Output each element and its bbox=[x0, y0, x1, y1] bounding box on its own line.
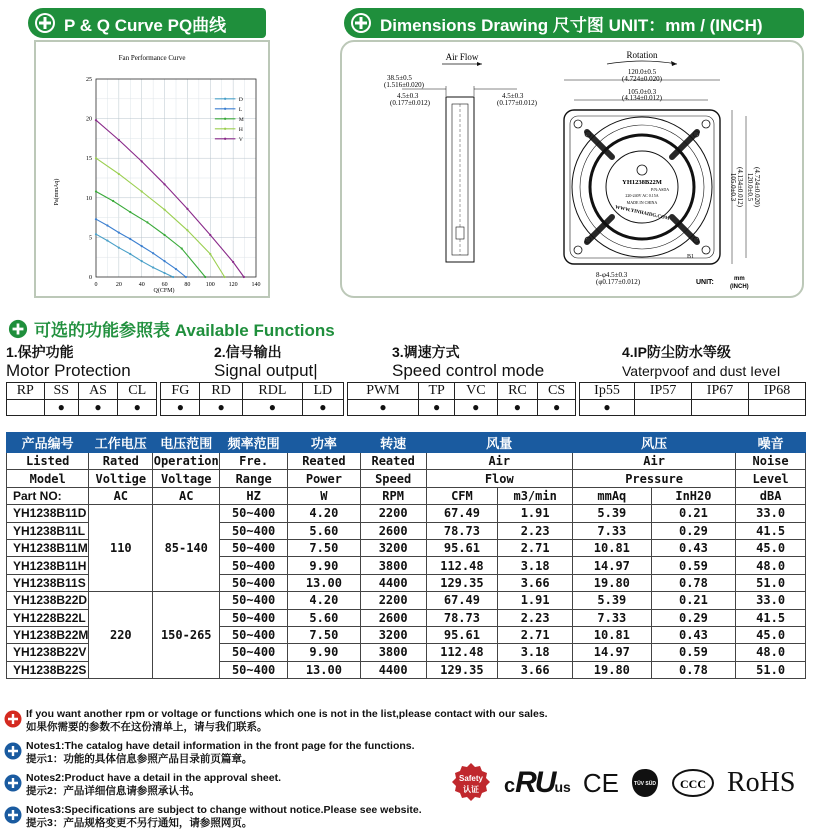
data-point bbox=[141, 260, 143, 262]
dim-depth: 38.5±0.5 bbox=[387, 74, 412, 82]
note-item bbox=[4, 804, 422, 830]
data-point bbox=[141, 160, 143, 162]
note-text-zh: 提示1：功能的具体信息参照产品目录前页篇章。 bbox=[26, 753, 253, 765]
data-point bbox=[146, 221, 148, 223]
legend-marker bbox=[224, 128, 226, 130]
chart-legend bbox=[215, 97, 244, 143]
legend-marker bbox=[224, 98, 226, 100]
data-point bbox=[95, 190, 97, 192]
pq-chart-panel bbox=[34, 40, 270, 298]
pq-curve-title: P & Q Curve PQ曲线 bbox=[64, 15, 227, 35]
table-cell: 150-265 bbox=[153, 592, 220, 679]
dim-flange-left-inch: (0.177±0.012) bbox=[390, 99, 431, 107]
data-point bbox=[186, 229, 188, 231]
label-web: WWW.YINHAIDG.COM bbox=[614, 205, 670, 222]
function-codes-row bbox=[7, 383, 806, 400]
legend-label: L bbox=[238, 106, 243, 113]
table-cell: 2600 bbox=[360, 609, 426, 626]
x-axis-ticks bbox=[95, 282, 261, 288]
table-cell: 78.73 bbox=[426, 522, 498, 539]
data-point bbox=[175, 268, 177, 270]
series-line-L bbox=[96, 219, 186, 277]
availability-dot: ● bbox=[419, 400, 455, 416]
table-cell: 50~400 bbox=[220, 574, 288, 591]
table-cell: 0.21 bbox=[651, 592, 736, 609]
plus-circle-icon bbox=[350, 12, 372, 34]
availability-dot: ● bbox=[78, 400, 117, 416]
data-point bbox=[129, 238, 131, 240]
availability-dot: ● bbox=[161, 400, 200, 416]
dim-height-pitch: 105.0±0.3 bbox=[729, 172, 737, 202]
table-cell: 2200 bbox=[360, 592, 426, 609]
data-point bbox=[163, 183, 165, 185]
data-point bbox=[118, 232, 120, 234]
data-point bbox=[112, 200, 114, 202]
spec-header-row bbox=[7, 433, 806, 453]
note-text: If you want another rpm or voltage or functions which one is not in the list,please contact with our sales. bbox=[26, 708, 548, 720]
spec-units-row: Part NO: AC AC HZ W RPM CFM m3/min mmAq InH20 dBA bbox=[7, 487, 806, 504]
header-airflow: 风量 bbox=[426, 433, 572, 453]
table-cell: 0.29 bbox=[651, 609, 736, 626]
spec-table bbox=[6, 432, 806, 679]
data-point bbox=[185, 276, 187, 278]
dims-title: Dimensions Drawing 尺寸图 UNIT：mm / (INCH) bbox=[380, 15, 763, 35]
table-cell: 10.81 bbox=[573, 626, 652, 643]
dim-width: 120.0±0.5 bbox=[627, 68, 657, 76]
header-model: 产品编号 bbox=[7, 433, 89, 453]
table-cell: 0.59 bbox=[651, 644, 736, 661]
note-text: Notes2:Product have a detail in the approval sheet. bbox=[26, 772, 281, 784]
header-power: 功率 bbox=[288, 433, 361, 453]
y-axis-label: Pa(mmAq) bbox=[54, 178, 60, 206]
dim-hole-pitch: 105.0±0.3 bbox=[627, 88, 657, 96]
table-cell: 67.49 bbox=[426, 505, 498, 522]
data-point bbox=[129, 253, 131, 255]
table-cell: 85-140 bbox=[153, 505, 220, 592]
availability-dot: ● bbox=[538, 400, 576, 416]
ul-mark: c RU us bbox=[504, 766, 571, 799]
y-tick-label: 15 bbox=[86, 156, 92, 163]
plus-circle-icon bbox=[4, 710, 22, 728]
table-cell: YH1238B11M bbox=[7, 539, 89, 556]
unit-mm: mm bbox=[734, 276, 745, 282]
spec-subheader-row: Listed Rated Operation Fre. Reated Reated Air Air Noise bbox=[7, 453, 806, 470]
function-group-protection: 1.保护功能 Motor Protection bbox=[6, 344, 131, 380]
x-tick-label: 140 bbox=[251, 282, 261, 288]
table-cell: 2.71 bbox=[498, 539, 573, 556]
function-code: RC bbox=[497, 383, 538, 400]
data-point bbox=[118, 173, 120, 175]
table-cell: YH1238B22V bbox=[7, 644, 89, 661]
x-axis-label: Q(CFM) bbox=[153, 288, 175, 294]
plus-circle-icon bbox=[4, 806, 22, 824]
header-range: 电压范围 bbox=[153, 433, 220, 453]
data-point bbox=[163, 234, 165, 236]
plus-circle-icon bbox=[4, 774, 22, 792]
table-row bbox=[7, 505, 806, 522]
table-cell: 112.48 bbox=[426, 644, 498, 661]
table-cell: 48.0 bbox=[736, 644, 806, 661]
data-point bbox=[129, 211, 131, 213]
chart-series bbox=[95, 116, 245, 278]
dim-width-inch: (4.724±0.020) bbox=[621, 75, 663, 83]
function-group-speed: 3.调速方式 Speed control mode bbox=[392, 344, 545, 380]
note-item bbox=[4, 708, 548, 734]
table-cell: 9.90 bbox=[288, 644, 361, 661]
x-tick-label: 0 bbox=[94, 282, 98, 288]
data-point bbox=[95, 218, 97, 220]
label-made: MADE IN CHINA bbox=[626, 200, 658, 205]
legend-marker bbox=[224, 108, 226, 110]
function-group-ip: 4.IP防尘防水等级 Vaterpvoof and dust IeveI bbox=[622, 344, 781, 379]
label-rating: 220-240V AC 0.15A bbox=[625, 193, 659, 198]
function-code: RDL bbox=[242, 383, 302, 400]
data-point bbox=[186, 208, 188, 210]
data-point bbox=[141, 245, 143, 247]
function-code: IP67 bbox=[692, 383, 749, 400]
table-cell: 45.0 bbox=[736, 626, 806, 643]
note-text-zh: 提示2：产品详细信息请参照承认书。 bbox=[26, 785, 200, 797]
table-cell: 4.20 bbox=[288, 505, 361, 522]
data-point bbox=[181, 247, 183, 249]
table-cell: YH1238B11L bbox=[7, 522, 89, 539]
data-point bbox=[118, 139, 120, 141]
ce-mark: CE bbox=[582, 767, 619, 798]
dim-height-inch: (4.724±0.020) bbox=[753, 166, 761, 208]
availability-dot bbox=[7, 400, 45, 416]
legend-marker bbox=[224, 118, 226, 120]
table-cell: 19.80 bbox=[573, 574, 652, 591]
dim-flange-right-inch: (0.177±0.012) bbox=[497, 99, 538, 107]
table-cell: 129.35 bbox=[426, 661, 498, 678]
functions-title: 可选的功能参照表 Available Functions bbox=[8, 316, 335, 341]
data-point bbox=[163, 209, 165, 211]
y-tick-label: 0 bbox=[89, 275, 92, 281]
table-cell: 95.61 bbox=[426, 539, 498, 556]
x-tick-label: 120 bbox=[228, 282, 238, 288]
table-cell: 3800 bbox=[360, 557, 426, 574]
function-code: RP bbox=[7, 383, 45, 400]
availability-dot: ● bbox=[44, 400, 78, 416]
function-code: RD bbox=[200, 383, 242, 400]
table-cell: 3200 bbox=[360, 626, 426, 643]
availability-dot: ● bbox=[118, 400, 157, 416]
table-cell: 7.33 bbox=[573, 522, 652, 539]
function-code: VC bbox=[455, 383, 497, 400]
function-code: IP57 bbox=[635, 383, 692, 400]
dim-height-pitch-inch: (4.134±0.012) bbox=[736, 166, 744, 208]
plus-circle-icon bbox=[8, 319, 28, 339]
x-tick-label: 100 bbox=[205, 282, 215, 288]
table-cell: YH1238B22M bbox=[7, 626, 89, 643]
table-cell: 51.0 bbox=[736, 574, 806, 591]
table-cell: 48.0 bbox=[736, 557, 806, 574]
note-item bbox=[4, 772, 281, 798]
function-code: FG bbox=[161, 383, 200, 400]
data-point bbox=[172, 276, 174, 278]
dims-drawing bbox=[342, 42, 802, 296]
table-row bbox=[7, 592, 806, 609]
legend-marker bbox=[224, 138, 226, 140]
y-tick-label: 5 bbox=[89, 235, 92, 242]
function-code: Ip55 bbox=[579, 383, 634, 400]
availability-dot: ● bbox=[200, 400, 242, 416]
function-availability-row bbox=[7, 400, 806, 416]
table-cell: 7.50 bbox=[288, 626, 361, 643]
note-text: Notes3:Specifications are subject to change without notice.Please see website. bbox=[26, 804, 422, 816]
function-code: TP bbox=[419, 383, 455, 400]
table-cell: 13.00 bbox=[288, 574, 361, 591]
data-point bbox=[141, 190, 143, 192]
function-code: LD bbox=[302, 383, 343, 400]
legend-label: V bbox=[238, 136, 243, 143]
table-cell: 220 bbox=[89, 592, 153, 679]
table-cell: 2200 bbox=[360, 505, 426, 522]
table-cell: 13.00 bbox=[288, 661, 361, 678]
header-speed: 转速 bbox=[360, 433, 426, 453]
table-cell: 10.81 bbox=[573, 539, 652, 556]
table-cell: 1.91 bbox=[498, 505, 573, 522]
table-cell: 129.35 bbox=[426, 574, 498, 591]
availability-dot bbox=[635, 400, 692, 416]
pq-curve-header bbox=[28, 8, 266, 38]
air-flow-label: Air Flow bbox=[445, 52, 479, 62]
table-cell: 78.73 bbox=[426, 609, 498, 626]
table-cell: 50~400 bbox=[220, 557, 288, 574]
rotation-label: Rotation bbox=[626, 50, 658, 60]
table-cell: YH1238B11S bbox=[7, 574, 89, 591]
availability-dot: ● bbox=[579, 400, 634, 416]
availability-dot: ● bbox=[497, 400, 538, 416]
data-point bbox=[243, 276, 245, 278]
table-cell: 3.66 bbox=[498, 661, 573, 678]
table-cell: 0.29 bbox=[651, 522, 736, 539]
table-cell: 50~400 bbox=[220, 505, 288, 522]
series-line-M bbox=[96, 192, 205, 278]
y-tick-label: 20 bbox=[86, 116, 92, 123]
data-point bbox=[163, 272, 165, 274]
table-cell: 50~400 bbox=[220, 609, 288, 626]
table-cell: 2.71 bbox=[498, 626, 573, 643]
data-point bbox=[95, 233, 97, 235]
table-cell: 3.18 bbox=[498, 644, 573, 661]
table-cell: 2600 bbox=[360, 522, 426, 539]
function-code: SS bbox=[44, 383, 78, 400]
data-point bbox=[152, 252, 154, 254]
data-point bbox=[118, 247, 120, 249]
table-cell: 50~400 bbox=[220, 522, 288, 539]
table-cell: 9.90 bbox=[288, 557, 361, 574]
table-cell: 112.48 bbox=[426, 557, 498, 574]
tuv-sud-icon bbox=[631, 768, 659, 798]
table-cell: 0.43 bbox=[651, 539, 736, 556]
table-cell: 33.0 bbox=[736, 505, 806, 522]
data-point bbox=[106, 224, 108, 226]
function-code: CS bbox=[538, 383, 576, 400]
data-point bbox=[204, 276, 206, 278]
table-cell: YH1238B11D bbox=[7, 505, 89, 522]
safety-label: Safety bbox=[458, 774, 484, 783]
table-cell: 2.23 bbox=[498, 609, 573, 626]
unit-label: UNIT: bbox=[696, 279, 714, 286]
table-cell: 1.91 bbox=[498, 592, 573, 609]
data-point bbox=[232, 261, 234, 263]
table-cell: YH1228B22L bbox=[7, 609, 89, 626]
svg-text:TÜV SÜD: TÜV SÜD bbox=[633, 781, 656, 787]
x-tick-label: 40 bbox=[138, 282, 145, 288]
header-voltage: 工作电压 bbox=[89, 433, 153, 453]
table-cell: 4400 bbox=[360, 661, 426, 678]
table-cell: 2.23 bbox=[498, 522, 573, 539]
legend-label: H bbox=[238, 126, 243, 133]
rohs-mark: RoHS bbox=[726, 767, 796, 798]
legend-label: M bbox=[238, 116, 244, 123]
table-cell: 50~400 bbox=[220, 626, 288, 643]
x-tick-label: 80 bbox=[184, 282, 191, 288]
y-tick-label: 10 bbox=[86, 195, 92, 202]
x-tick-label: 20 bbox=[115, 282, 122, 288]
function-code: CL bbox=[118, 383, 157, 400]
table-cell: YH1238B22D bbox=[7, 592, 89, 609]
table-cell: 33.0 bbox=[736, 592, 806, 609]
y-axis-ticks bbox=[86, 77, 92, 281]
table-cell: 14.97 bbox=[573, 557, 652, 574]
dims-header bbox=[344, 8, 804, 38]
table-cell: 14.97 bbox=[573, 644, 652, 661]
dim-flange-right: 4.5±0.3 bbox=[502, 92, 524, 100]
table-cell: 5.39 bbox=[573, 592, 652, 609]
table-cell: 7.50 bbox=[288, 539, 361, 556]
note-text-zh: 如果你需要的参数不在这份清单上，请与我们联系。 bbox=[26, 721, 268, 733]
table-cell: 45.0 bbox=[736, 539, 806, 556]
function-code: AS bbox=[78, 383, 117, 400]
data-point bbox=[95, 157, 97, 159]
function-code: PWM bbox=[347, 383, 418, 400]
arrow-right-icon bbox=[477, 62, 482, 66]
table-cell: 7.33 bbox=[573, 609, 652, 626]
ccc-mark-icon bbox=[671, 768, 715, 798]
function-group-signal: 2.信号输出 Signal output| bbox=[214, 344, 318, 380]
availability-dot: ● bbox=[302, 400, 343, 416]
certification-marks bbox=[450, 760, 800, 806]
note-item bbox=[4, 740, 415, 766]
table-cell: 5.60 bbox=[288, 522, 361, 539]
table-cell: 50~400 bbox=[220, 644, 288, 661]
y-tick-label: 25 bbox=[86, 77, 92, 83]
svg-text:CCC: CCC bbox=[679, 777, 706, 791]
b1-label: B1 bbox=[687, 254, 695, 260]
function-code: IP68 bbox=[748, 383, 805, 400]
table-cell: 50~400 bbox=[220, 661, 288, 678]
table-cell: 95.61 bbox=[426, 626, 498, 643]
table-cell: 4.20 bbox=[288, 592, 361, 609]
dims-drawing-panel bbox=[340, 40, 804, 298]
header-pressure: 风压 bbox=[573, 433, 736, 453]
table-cell: 19.80 bbox=[573, 661, 652, 678]
data-point bbox=[209, 253, 211, 255]
x-tick-label: 60 bbox=[161, 282, 168, 288]
table-cell: 0.59 bbox=[651, 557, 736, 574]
table-cell: 5.39 bbox=[573, 505, 652, 522]
chart-title: Fan Performance Curve bbox=[118, 54, 186, 62]
data-point bbox=[209, 234, 211, 236]
dim-hole-pitch-inch: (4.134±0.012) bbox=[621, 94, 663, 102]
dim-depth-inch: (1.516±0.020) bbox=[384, 81, 425, 89]
legend-label: D bbox=[238, 96, 243, 103]
unit-inch: (INCH) bbox=[730, 284, 749, 290]
plus-circle-icon bbox=[34, 12, 56, 34]
header-frequency: 频率范围 bbox=[220, 433, 288, 453]
dim-height: 120.0±0.5 bbox=[746, 172, 754, 202]
table-cell: YH1238B11H bbox=[7, 557, 89, 574]
table-cell: 41.5 bbox=[736, 609, 806, 626]
availability-dot bbox=[692, 400, 749, 416]
pq-chart bbox=[36, 42, 268, 296]
functions-table bbox=[6, 382, 806, 416]
table-cell: 51.0 bbox=[736, 661, 806, 678]
data-point bbox=[223, 276, 225, 278]
note-text: Notes1:The catalog have detail information in the front page for the functions. bbox=[26, 740, 415, 752]
label-model: YH1238B22M bbox=[622, 179, 662, 186]
header-noise: 噪音 bbox=[736, 433, 806, 453]
data-point bbox=[106, 239, 108, 241]
table-cell: YH1238B22S bbox=[7, 661, 89, 678]
availability-dot: ● bbox=[242, 400, 302, 416]
table-cell: 50~400 bbox=[220, 592, 288, 609]
data-point bbox=[95, 119, 97, 121]
note-text-zh: 提示3：产品规格变更不另行通知，请参照网页。 bbox=[26, 817, 253, 829]
plus-circle-icon bbox=[4, 742, 22, 760]
dim-flange-left: 4.5±0.3 bbox=[397, 92, 419, 100]
safety-seal-icon bbox=[450, 762, 492, 804]
table-cell: 3.18 bbox=[498, 557, 573, 574]
availability-dot: ● bbox=[455, 400, 497, 416]
table-cell: 0.78 bbox=[651, 574, 736, 591]
table-cell: 67.49 bbox=[426, 592, 498, 609]
dim-holes-inch: (φ0.177±0.012) bbox=[596, 278, 641, 286]
table-cell: 3800 bbox=[360, 644, 426, 661]
table-cell: 0.43 bbox=[651, 626, 736, 643]
table-cell: 5.60 bbox=[288, 609, 361, 626]
safety-label-zh: 认证 bbox=[463, 785, 479, 794]
table-cell: 3.66 bbox=[498, 574, 573, 591]
table-cell: 0.21 bbox=[651, 505, 736, 522]
table-cell: 3200 bbox=[360, 539, 426, 556]
label-pn: P/N:ASDA bbox=[650, 187, 670, 192]
spec-subheader-row: Model Voltige Voltage Range Power Speed Flow Pressure Level bbox=[7, 470, 806, 487]
table-cell: 41.5 bbox=[736, 522, 806, 539]
table-cell: 110 bbox=[89, 505, 153, 592]
table-cell: 50~400 bbox=[220, 539, 288, 556]
table-cell: 0.78 bbox=[651, 661, 736, 678]
table-cell: 4400 bbox=[360, 574, 426, 591]
data-point bbox=[152, 266, 154, 268]
availability-dot bbox=[748, 400, 805, 416]
dim-holes: 8-φ4.5±0.3 bbox=[596, 271, 628, 279]
availability-dot: ● bbox=[347, 400, 418, 416]
data-point bbox=[163, 260, 165, 262]
